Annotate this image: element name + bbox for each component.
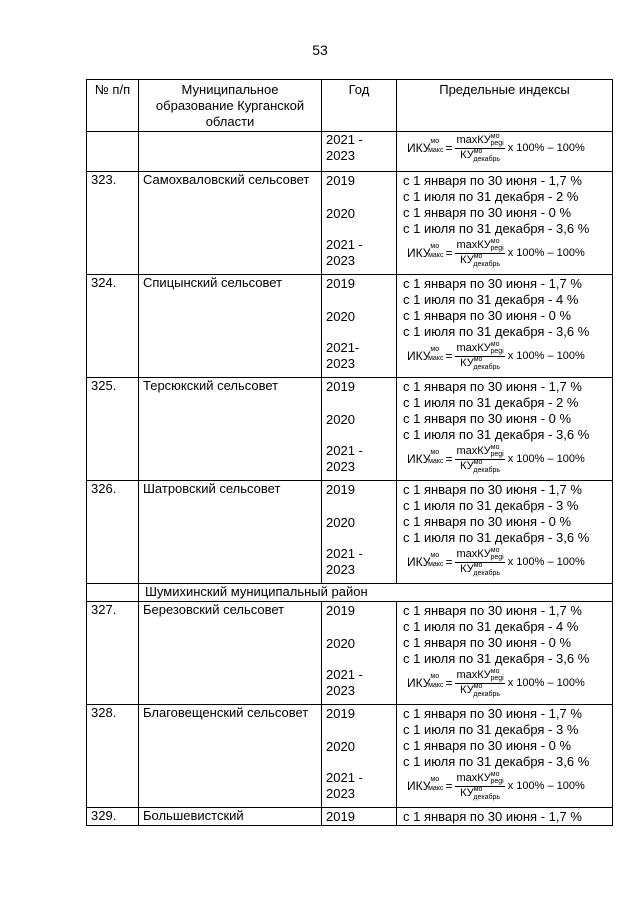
index-2020-line: с 1 января по 30 июня - 0 %	[403, 738, 572, 753]
formula-den-sub: декабрь	[473, 569, 501, 577]
index-2019-line: с 1 июля по 31 декабря - 4 %	[403, 619, 579, 634]
formula-lhs-sup: мо	[430, 552, 440, 559]
formula-lhs-sup: мо	[430, 346, 440, 353]
formula-den-sup: мо	[473, 252, 483, 260]
index-2019-line: с 1 января по 30 июня - 1,7 %	[403, 706, 582, 721]
formula-eq: =	[445, 141, 453, 155]
table-row	[87, 378, 613, 481]
formula-den-sub: декабрь	[473, 793, 501, 801]
formula-lhs: ИКУ	[407, 246, 431, 260]
formula-lhs-sub: макс	[428, 785, 444, 792]
formula-num-sub: pegi	[490, 139, 504, 147]
year-2019: 2019	[326, 482, 355, 497]
index-formula	[401, 237, 608, 269]
year-2019: 2019	[326, 706, 355, 721]
row-name: Спицынский сельсовет	[139, 275, 322, 378]
formula-eq: =	[445, 676, 453, 690]
formula-den-sub: декабрь	[473, 466, 501, 474]
formula-denominator	[460, 563, 500, 577]
year-2020: 2020	[326, 412, 355, 427]
formula-num-sub: pegi	[490, 553, 504, 561]
row-num: 325.	[87, 378, 139, 481]
formula-fraction	[455, 548, 504, 577]
header-num: № п/п	[87, 80, 139, 132]
formula-den: КУ	[460, 683, 474, 696]
formula-lhs: ИКУ	[407, 349, 431, 363]
formula-slot	[401, 237, 608, 269]
formula-slot	[401, 340, 608, 372]
row-name: Благовещенский сельсовет	[139, 705, 322, 808]
formula-slot	[401, 546, 608, 578]
index-formula	[401, 770, 608, 802]
index-formula	[401, 546, 608, 578]
index-formula	[401, 443, 608, 475]
index-2020-line: с 1 июля по 31 декабря - 3,6 %	[403, 651, 590, 666]
row-indices	[397, 705, 613, 808]
row-years	[322, 481, 397, 584]
year-range: 2021- 2023	[326, 340, 360, 371]
formula-numerator	[455, 445, 504, 460]
header-municipality: Муниципальное образование Курганской области	[139, 80, 322, 132]
formula-denominator	[460, 357, 500, 371]
row-years	[322, 808, 397, 826]
row-num: 323.	[87, 172, 139, 275]
formula-num-sup: мо	[490, 340, 500, 348]
formula-numerator	[455, 669, 504, 684]
table-row	[87, 705, 613, 808]
index-2020-line: с 1 января по 30 июня - 0 %	[403, 635, 572, 650]
district-row	[87, 584, 613, 602]
index-formula	[401, 667, 608, 699]
formula-num-sub: pegi	[490, 244, 504, 252]
formula-eq: =	[445, 246, 453, 260]
formula-num-sup: мо	[490, 132, 500, 140]
formula-eq: =	[445, 349, 453, 363]
formula-lhs-sub: макс	[428, 561, 444, 568]
district-name: Шумихинский муниципальный район	[139, 584, 613, 602]
formula-fraction	[455, 445, 504, 474]
row-name: Большевистский	[139, 808, 322, 826]
formula-num-sup: мо	[490, 443, 500, 451]
row-years	[322, 705, 397, 808]
header-indices: Предельные индексы	[397, 80, 613, 132]
year-2020: 2020	[326, 206, 355, 221]
formula-tail: x 100% – 100%	[507, 247, 585, 259]
row-years	[322, 602, 397, 705]
formula-lhs-sub: макс	[428, 458, 444, 465]
formula-tail: x 100% – 100%	[507, 556, 585, 568]
formula-num-sub: pegi	[490, 674, 504, 682]
table-body	[87, 132, 613, 826]
formula-denominator	[460, 149, 500, 163]
formula-slot	[401, 443, 608, 475]
formula-numerator	[455, 342, 504, 357]
district-num	[87, 584, 139, 602]
formula-den-sup: мо	[473, 458, 483, 466]
formula-lhs-sup: мо	[430, 776, 440, 783]
formula-slot	[401, 667, 608, 699]
page-number: 53	[312, 42, 328, 58]
formula-numerator	[455, 548, 504, 563]
formula-num-sup: мо	[490, 770, 500, 778]
index-2020-line: с 1 января по 30 июня - 0 %	[403, 205, 572, 220]
formula-tail: x 100% – 100%	[507, 677, 585, 689]
row-num: 328.	[87, 705, 139, 808]
row-name	[139, 132, 322, 172]
formula-lhs-sub: макс	[428, 147, 444, 154]
row-years	[322, 378, 397, 481]
index-2019-line: с 1 января по 30 июня - 1,7 %	[403, 276, 582, 291]
table-row	[87, 808, 613, 826]
index-2020-line: с 1 января по 30 июня - 0 %	[403, 411, 572, 426]
row-name: Шатровский сельсовет	[139, 481, 322, 584]
formula-fraction	[455, 342, 504, 371]
formula-eq: =	[445, 555, 453, 569]
formula-eq: =	[445, 452, 453, 466]
year-2019: 2019	[326, 603, 355, 618]
formula-slot	[401, 770, 608, 802]
formula-num-sup: мо	[490, 237, 500, 245]
index-2020-line: с 1 июля по 31 декабря - 3,6 %	[403, 324, 590, 339]
formula-num: maxКУ	[456, 547, 491, 560]
tariff-index-table	[86, 79, 613, 826]
year-2019: 2019	[326, 379, 355, 394]
formula-fraction	[455, 772, 504, 801]
formula-den: КУ	[460, 562, 474, 575]
row-indices	[397, 378, 613, 481]
table-row	[87, 481, 613, 584]
formula-numerator	[455, 134, 504, 149]
table-row	[87, 602, 613, 705]
formula-lhs-sup: мо	[430, 243, 440, 250]
index-2019-line: с 1 января по 30 июня - 1,7 %	[403, 809, 582, 824]
table-header-row	[87, 80, 613, 132]
formula-num: maxКУ	[456, 444, 491, 457]
index-2019-line: с 1 июля по 31 декабря - 3 %	[403, 722, 579, 737]
row-indices	[397, 602, 613, 705]
year-2020: 2020	[326, 309, 355, 324]
formula-denominator	[460, 254, 500, 268]
formula-num-sub: pegi	[490, 777, 504, 785]
year-range: 2021 - 2023	[326, 443, 363, 474]
index-2019-line: с 1 января по 30 июня - 1,7 %	[403, 379, 582, 394]
year-2020: 2020	[326, 636, 355, 651]
year-range: 2021 - 2023	[326, 546, 363, 577]
index-2020-line: с 1 июля по 31 декабря - 3,6 %	[403, 427, 590, 442]
formula-num: maxКУ	[456, 341, 491, 354]
formula-fraction	[455, 239, 504, 268]
row-years	[322, 132, 397, 172]
row-num: 327.	[87, 602, 139, 705]
formula-lhs-sub: макс	[428, 252, 444, 259]
formula-lhs-sup: мо	[430, 673, 440, 680]
index-2019-line: с 1 января по 30 июня - 1,7 %	[403, 482, 582, 497]
row-indices	[397, 275, 613, 378]
year-range: 2021 - 2023	[326, 667, 363, 698]
index-2019-line: с 1 июля по 31 декабря - 4 %	[403, 292, 579, 307]
year-2019: 2019	[326, 276, 355, 291]
formula-lhs: ИКУ	[407, 779, 431, 793]
formula-tail: x 100% – 100%	[507, 780, 585, 792]
index-2019-line: с 1 июля по 31 декабря - 3 %	[403, 498, 579, 513]
index-2019-line: с 1 июля по 31 декабря - 2 %	[403, 395, 579, 410]
formula-num: maxКУ	[456, 668, 491, 681]
formula-num: maxКУ	[456, 771, 491, 784]
row-indices	[397, 481, 613, 584]
year-2019: 2019	[326, 809, 355, 824]
row-name: Березовский сельсовет	[139, 602, 322, 705]
formula-denominator	[460, 460, 500, 474]
formula-tail: x 100% – 100%	[507, 453, 585, 465]
formula-eq: =	[445, 779, 453, 793]
formula-lhs-sub: макс	[428, 682, 444, 689]
index-2019-line: с 1 июля по 31 декабря - 2 %	[403, 189, 579, 204]
formula-den-sup: мо	[473, 147, 483, 155]
index-2019-line: с 1 января по 30 июня - 1,7 %	[403, 173, 582, 188]
header-year: Год	[322, 80, 397, 132]
formula-num-sub: pegi	[490, 450, 504, 458]
formula-lhs-sup: мо	[430, 138, 440, 145]
formula-denominator	[460, 684, 500, 698]
year-range: 2021 - 2023	[326, 237, 363, 268]
formula-lhs: ИКУ	[407, 676, 431, 690]
formula-den: КУ	[460, 148, 474, 161]
index-2020-line: с 1 января по 30 июня - 0 %	[403, 308, 572, 323]
formula-den: КУ	[460, 786, 474, 799]
formula-lhs: ИКУ	[407, 555, 431, 569]
row-num: 324.	[87, 275, 139, 378]
index-2020-line: с 1 июля по 31 декабря - 3,6 %	[403, 754, 590, 769]
index-formula	[401, 340, 608, 372]
index-2020-line: с 1 июля по 31 декабря - 3,6 %	[403, 530, 590, 545]
formula-num: maxКУ	[456, 133, 491, 146]
row-indices	[397, 808, 613, 826]
formula-num-sup: мо	[490, 667, 500, 675]
table-row	[87, 172, 613, 275]
index-formula	[401, 132, 608, 164]
year-2020: 2020	[326, 515, 355, 530]
row-years	[322, 275, 397, 378]
formula-den-sup: мо	[473, 785, 483, 793]
year-range: 2021 - 2023	[326, 770, 363, 801]
formula-den: КУ	[460, 459, 474, 472]
formula-numerator	[455, 239, 504, 254]
formula-num-sup: мо	[490, 546, 500, 554]
formula-den-sub: декабрь	[473, 363, 501, 371]
row-name: Терсюкский сельсовет	[139, 378, 322, 481]
row-indices	[397, 172, 613, 275]
row-num	[87, 132, 139, 172]
formula-den-sup: мо	[473, 355, 483, 363]
row-num: 326.	[87, 481, 139, 584]
formula-den-sub: декабрь	[473, 690, 501, 698]
formula-lhs: ИКУ	[407, 141, 431, 155]
formula-den-sup: мо	[473, 682, 483, 690]
formula-denominator	[460, 787, 500, 801]
formula-lhs-sub: макс	[428, 355, 444, 362]
row-indices	[397, 132, 613, 172]
formula-tail: x 100% – 100%	[507, 142, 585, 154]
formula-numerator	[455, 772, 504, 787]
row-num: 329.	[87, 808, 139, 826]
formula-den-sub: декабрь	[473, 260, 501, 268]
index-2020-line: с 1 января по 30 июня - 0 %	[403, 514, 572, 529]
formula-den-sub: декабрь	[473, 155, 501, 163]
formula-slot	[401, 132, 608, 164]
formula-den: КУ	[460, 356, 474, 369]
formula-den-sup: мо	[473, 561, 483, 569]
formula-fraction	[455, 134, 504, 163]
year-2019: 2019	[326, 173, 355, 188]
formula-tail: x 100% – 100%	[507, 350, 585, 362]
formula-num-sub: pegi	[490, 347, 504, 355]
year-range: 2021 - 2023	[326, 132, 363, 163]
table-row	[87, 132, 613, 172]
formula-den: КУ	[460, 253, 474, 266]
formula-fraction	[455, 669, 504, 698]
year-2020: 2020	[326, 739, 355, 754]
index-2020-line: с 1 июля по 31 декабря - 3,6 %	[403, 221, 590, 236]
row-name: Самохваловский сельсовет	[139, 172, 322, 275]
formula-lhs: ИКУ	[407, 452, 431, 466]
index-2019-line: с 1 января по 30 июня - 1,7 %	[403, 603, 582, 618]
formula-lhs-sup: мо	[430, 449, 440, 456]
formula-num: maxКУ	[456, 238, 491, 251]
row-years	[322, 172, 397, 275]
table-row	[87, 275, 613, 378]
